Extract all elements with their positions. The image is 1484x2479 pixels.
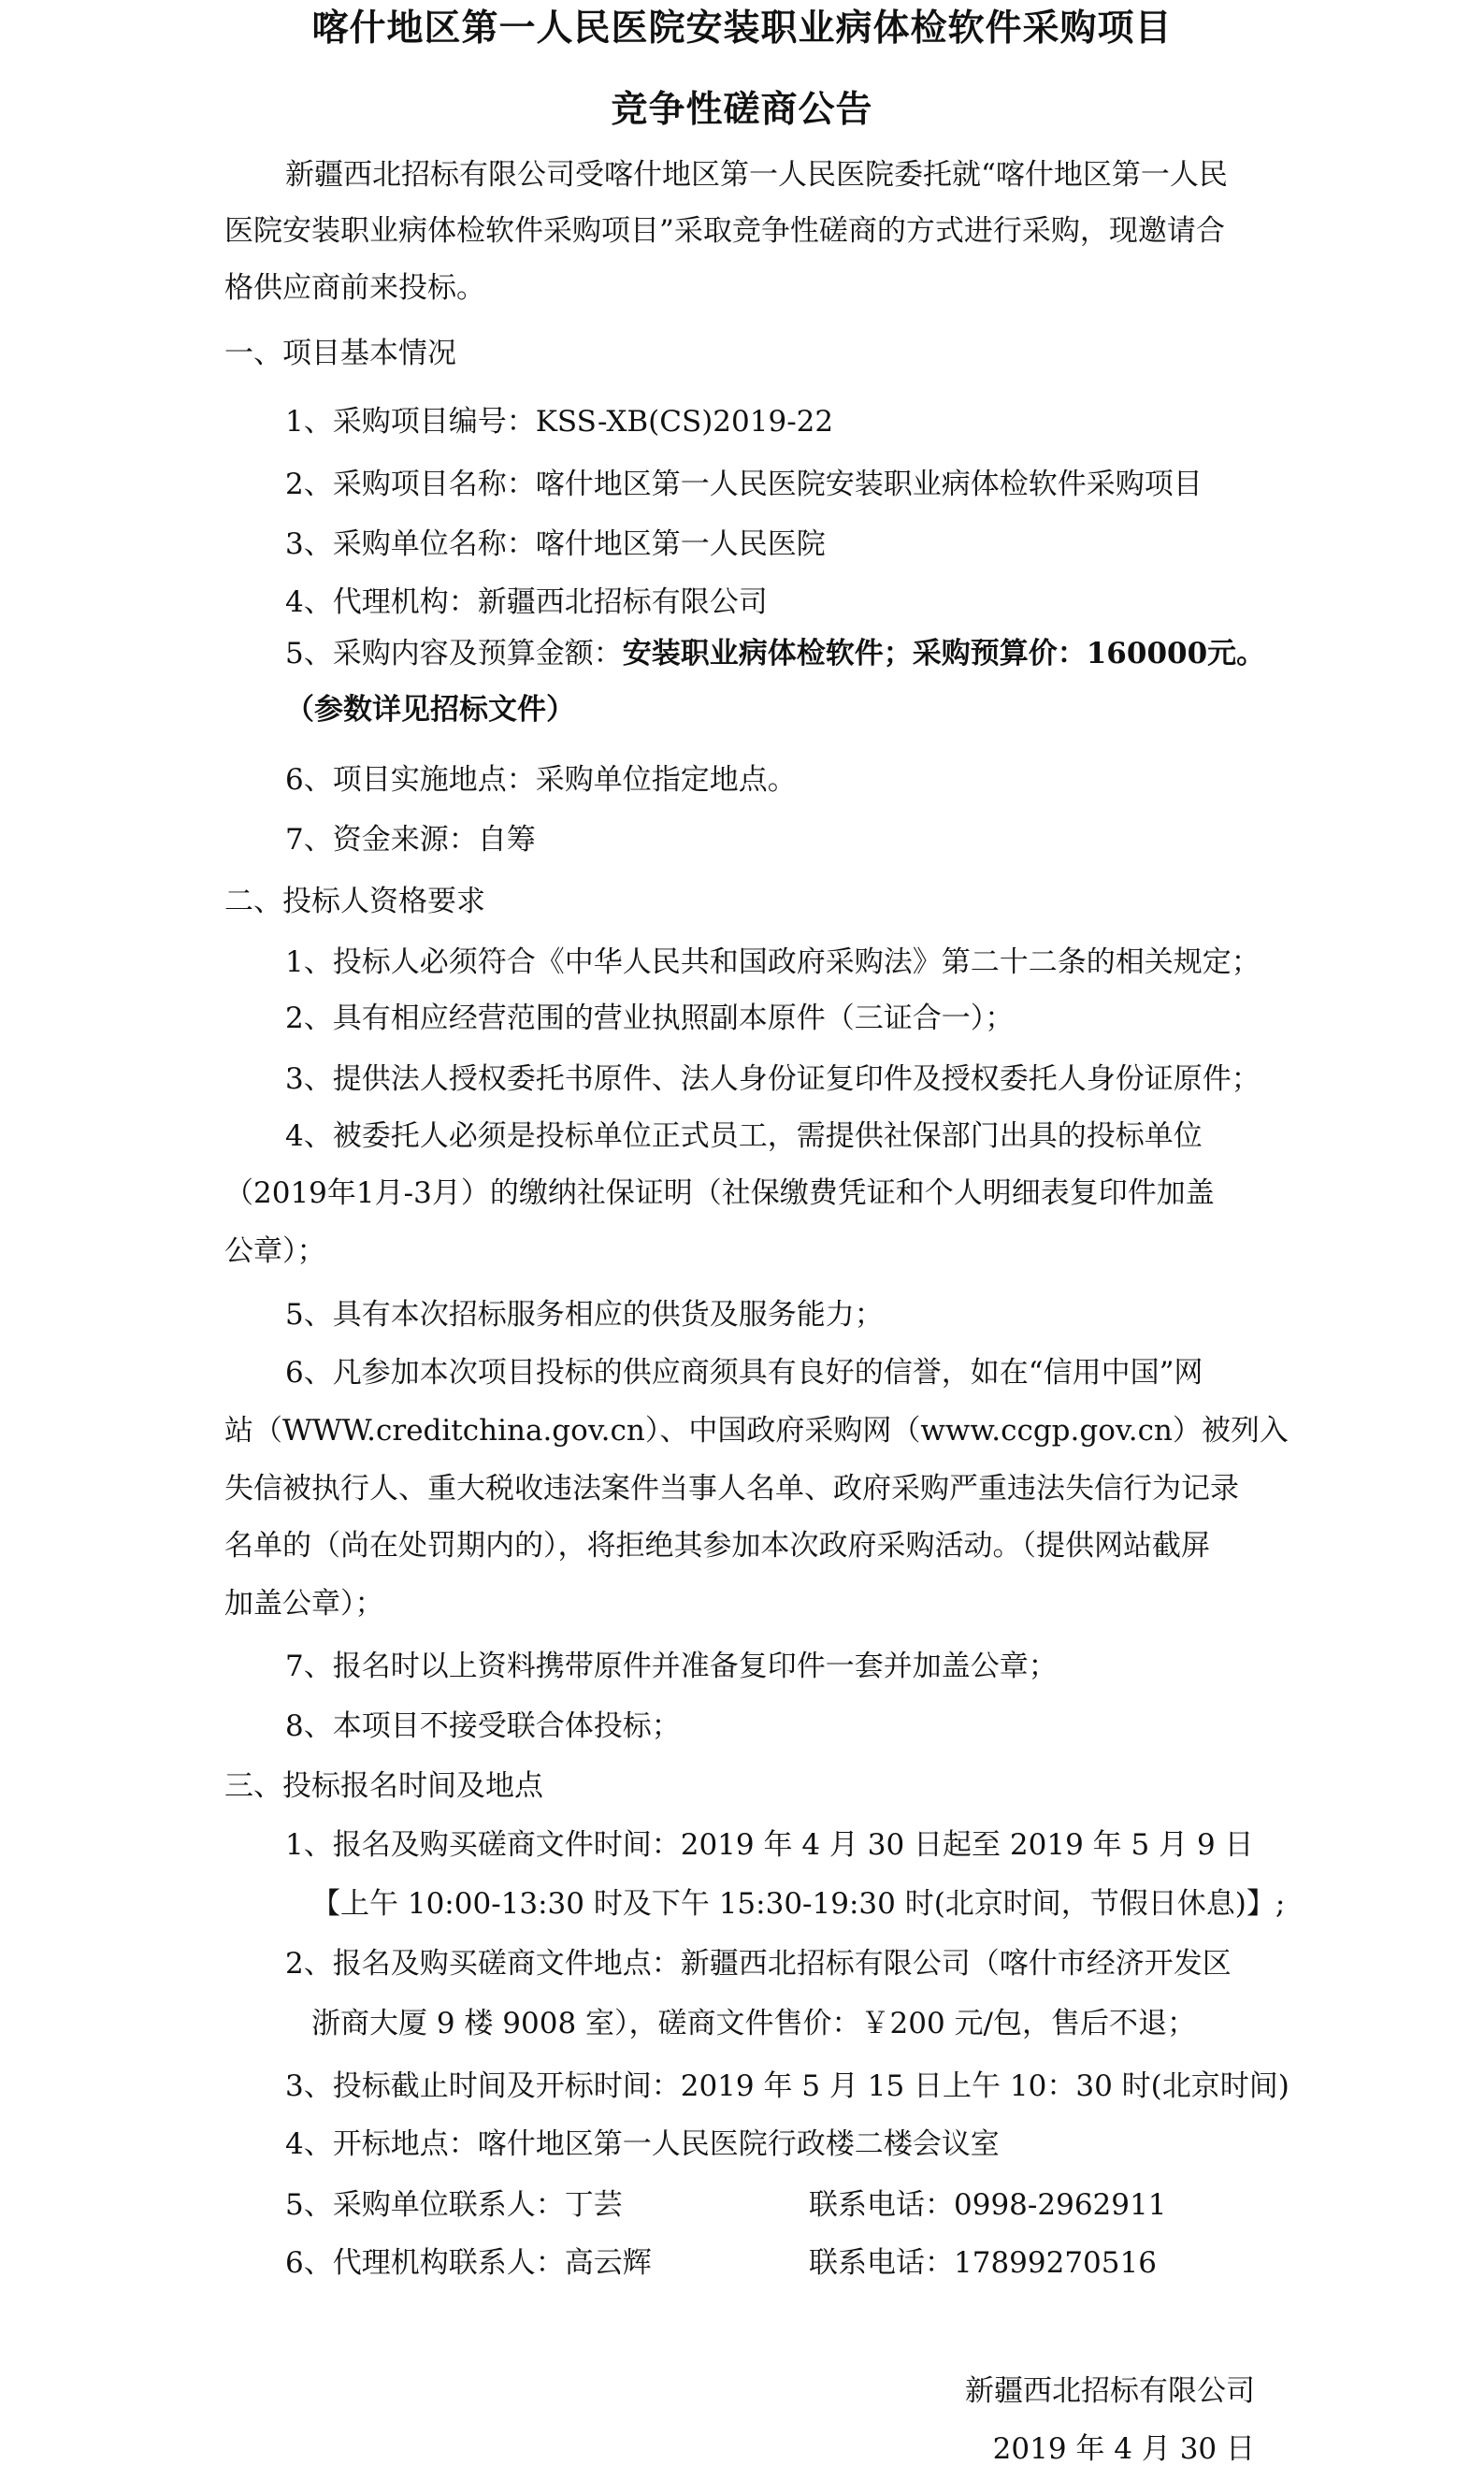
signature-date: 2019 年 4 月 30 日 xyxy=(992,2432,1255,2466)
section1-item-7: 7、资金来源：自筹 xyxy=(285,823,536,857)
section2-item-2: 2、具有相应经营范围的营业执照副本原件（三证合一）； xyxy=(285,1002,1015,1035)
section2-item-4-line-3: 公章）； xyxy=(224,1234,326,1268)
section3-item-6-contact: 6、代理机构联系人：高云辉 xyxy=(285,2246,652,2280)
section2-item-6-line-5: 加盖公章）； xyxy=(224,1587,384,1621)
intro-line-1: 新疆西北招标有限公司受喀什地区第一人民医院委托就“喀什地区第一人民 xyxy=(285,158,1228,192)
section2-item-6-line-3: 失信被执行人、重大税收违法案件当事人名单、政府采购严重违法失信行为记录 xyxy=(224,1472,1239,1506)
section1-heading: 一、项目基本情况 xyxy=(224,337,456,370)
signature-company: 新疆西北招标有限公司 xyxy=(965,2374,1255,2408)
section3-item-6-phone: 联系电话：17899270516 xyxy=(809,2246,1157,2280)
section2-item-4-line-1: 4、被委托人必须是投标单位正式员工，需提供社保部门出具的投标单位 xyxy=(285,1119,1203,1153)
section3-item-4: 4、开标地点：喀什地区第一人民医院行政楼二楼会议室 xyxy=(285,2127,1000,2161)
section2-item-7: 7、报名时以上资料携带原件并准备复印件一套并加盖公章； xyxy=(285,1650,1058,1683)
intro-line-3: 格供应商前来投标。 xyxy=(224,271,485,305)
section2-item-4-line-2: （2019年1月-3月）的缴纳社保证明（社保缴费凭证和个人明细表复印件加盖 xyxy=(224,1176,1215,1210)
section2-item-6-line-2: 站（WWW.creditchina.gov.cn）、中国政府采购网（www.ccgp.gov.cn）被列入 xyxy=(224,1414,1289,1448)
section3-item-1: 1、报名及购买磋商文件时间：2019 年 4 月 30 日起至 2019 年 5 月 9 日 xyxy=(285,1828,1254,1862)
section3-item-5-phone: 联系电话：0998-2962911 xyxy=(809,2188,1167,2222)
section3-item-2: 2、报名及购买磋商文件地点：新疆西北招标有限公司（喀什市经济开发区 xyxy=(285,1947,1232,1981)
section3-item-5-contact: 5、采购单位联系人：丁芸 xyxy=(285,2188,623,2222)
section1-item-3: 3、采购单位名称：喀什地区第一人民医院 xyxy=(285,527,826,561)
section1-item-1: 1、采购项目编号：KSS-XB(CS)2019-22 xyxy=(285,405,834,439)
section3-item-1-hours: 【上午 10:00-13:30 时及下午 15:30-19:30 时(北京时间，节假日休息)】; xyxy=(311,1887,1286,1921)
section1-item-5-budget: 安装职业病体检软件；采购预算价：160000元。 xyxy=(622,637,1266,670)
section1-item-2: 2、采购项目名称：喀什地区第一人民医院安装职业病体检软件采购项目 xyxy=(285,468,1203,501)
section3-item-3: 3、投标截止时间及开标时间：2019 年 5 月 15 日上午 10：30 时(北京时间) xyxy=(285,2069,1289,2103)
section2-item-6-line-1: 6、凡参加本次项目投标的供应商须具有良好的信誉，如在“信用中国”网 xyxy=(285,1356,1203,1390)
intro-line-2: 医院安装职业病体检软件采购项目”采取竞争性磋商的方式进行采购，现邀请合 xyxy=(224,214,1225,248)
section1-item-4: 4、代理机构：新疆西北招标有限公司 xyxy=(285,585,768,619)
document-subtitle: 竞争性磋商公告 xyxy=(611,88,873,131)
section2-item-5: 5、具有本次招标服务相应的供货及服务能力； xyxy=(285,1298,884,1332)
section3-heading: 三、投标报名时间及地点 xyxy=(224,1769,543,1803)
section1-item-5-label: 5、采购内容及预算金额： xyxy=(285,637,623,670)
section2-heading: 二、投标人资格要求 xyxy=(224,885,485,918)
section1-item-6: 6、项目实施地点：采购单位指定地点。 xyxy=(285,763,797,797)
section2-item-1: 1、投标人必须符合《中华人民共和国政府采购法》第二十二条的相关规定； xyxy=(285,945,1261,979)
section2-item-8: 8、本项目不接受联合体投标； xyxy=(285,1709,681,1743)
document-title: 喀什地区第一人民医院安装职业病体检软件采购项目 xyxy=(311,7,1173,50)
section1-item-5 xyxy=(285,633,1265,674)
section1-item-5-note: （参数详见招标文件） xyxy=(285,693,575,727)
section3-item-2-address: 浙商大厦 9 楼 9008 室），磋商文件售价：￥200 元/包，售后不退； xyxy=(311,2007,1196,2040)
section2-item-6-line-4: 名单的（尚在处罚期内的），将拒绝其参加本次政府采购活动。（提供网站截屏 xyxy=(224,1529,1210,1563)
section2-item-3: 3、提供法人授权委托书原件、法人身份证复印件及授权委托人身份证原件； xyxy=(285,1062,1261,1096)
